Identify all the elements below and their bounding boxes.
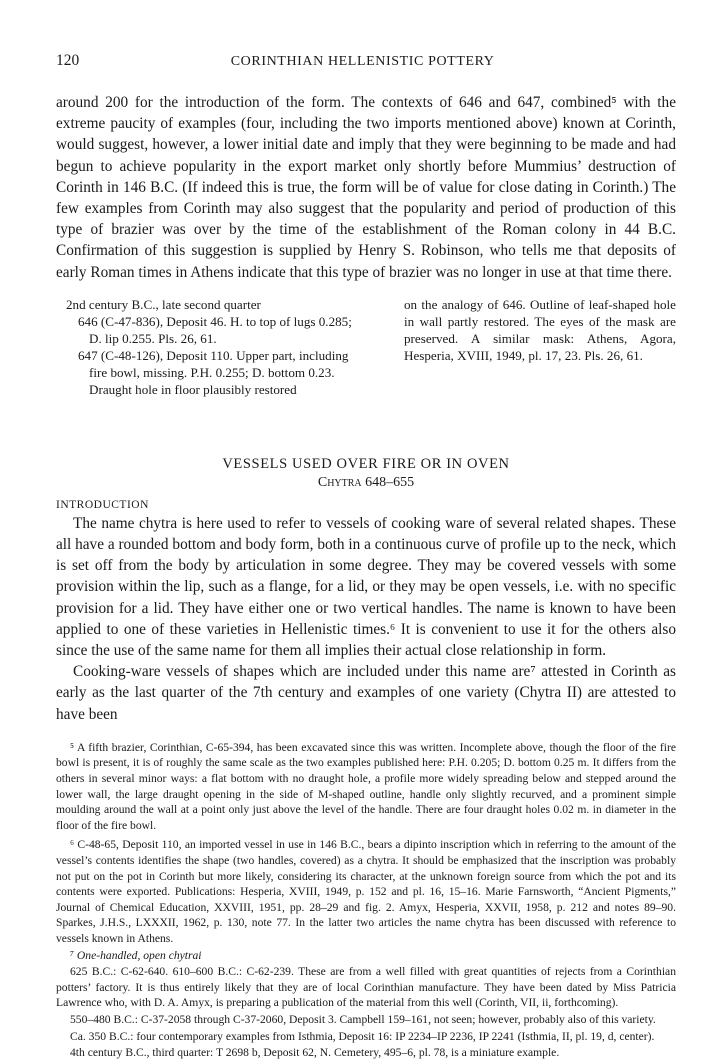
main-paragraph-1: The name chytra is here used to refer to vessels of cooking ware of several related shapes. These all have a rounded bottom and body form, both in a continuous curve of profile up to the neck, which is set off from the body by articulation in some degree. They may be covered vessels with some provision within the lip, such as a flange, for a lid, or they may be open vessels, i.e. with no specific provision for a lid. They have either one or two vertical handles. The name is known to have been applied to one of these varieties in Hellenistic times.⁶ It is convenient to use it for the others also since the use of the same name for them all implies their actual close relationship in form. — [56, 514, 676, 660]
footnotes — [56, 740, 676, 1061]
footnote-6: ⁶ C-48-65, Deposit 110, an imported vessel in use in 146 B.C., bears a dipinto inscription which in referring to the amount of the vessel’s contents identifies the shape (two handles, covered) as a chytra. It should be emphasized that the inscription was probably not put on the pot in Corinth but more likely, considering its character, at the unknown foreign source from which the pot and its contents were exported. Publications: Hesperia, XVIII, 1949, p. 152 and pl. 16, 15–16. Marie Farnsworth, “Ancient Pigments,” Journal of Chemical Education, XXVIII, 1951, pp. 28–29 and fig. 2. Amyx, Hesperia, XXVII, 1958, p. 212 and notes 89–90. Sparkes, J.H.S., LXXXII, 1962, p. 130, note 77. In the latter two articles the name chytra has been discussed with reference to vessels known in Athens. — [56, 838, 676, 945]
page-number: 120 — [56, 52, 80, 69]
catalog-entry-646: 646 (C-47-836), Deposit 46. H. to top of lugs 0.285; D. lip 0.255. Pls. 26, 61. — [78, 313, 352, 346]
footnote-7-item-625: 625 B.C.: C-62-640. 610–600 B.C.: C-62-239. These are from a well filled with great quantities of rejects from a Corinthian potters’ factory. It is thus entirely likely that they are of local Corinthian manufacture. They have been dated by Miss Patricia Lawrence who, with D. A. Amyx, is preparing a publication of the material from this well (Corinth, VII, ii, forthcoming). — [56, 965, 676, 1010]
catalog-continuation: on the analogy of 646. Outline of leaf-shaped hole in wall partly restored. The eyes of the mask are preserved. A similar mask: Athens, Agora, Hesperia, XVIII, 1949, pl. 17, 23. Pls. 26, 61. — [404, 296, 676, 363]
catalog-left-column — [56, 296, 356, 398]
catalog-entry-647: 647 (C-48-126), Deposit 110. Upper part, including fire bowl, missing. P.H. 0.255; D. bottom 0.23. Draught hole in floor plausibly restored — [78, 347, 349, 397]
introduction-label: INTRODUCTION — [56, 498, 149, 511]
section-heading: VESSELS USED OVER FIRE OR IN OVEN — [222, 455, 510, 472]
catalog-date-line: 2nd century B.C., late second quarter — [66, 296, 261, 312]
intro-paragraph: around 200 for the introduction of the form. The contexts of 646 and 647, combined⁵ with the extreme paucity of examples (four, including the two imports mentioned above) known at Corinth, would suggest, however, a lower initial date and imply that they were beginning to be made and had begun to achieve popularity in the export market only shortly before Mummius’ destruction of Corinth in 146 B.C. (If indeed this is true, the form will be of value for close dating in Corinth.) The few examples from Corinth may also suggest that the popularity and period of production of this type of brazier was over by the time of the establishment of the Roman colony in 44 B.C. Confirmation of this suggestion is supplied by Henry S. Robinson, who tells me that deposits of early Roman times in Athens indicate that this type of brazier was no longer in use at that time there. — [56, 94, 676, 281]
section-subheading: Chytra 648–655 — [317, 474, 415, 490]
book-page — [56, 52, 676, 1061]
footnote-7-item-4th-century: 4th century B.C., third quarter: T 2698 b, Deposit 62, N. Cemetery, 495–6, pl. 78, is a miniature example. — [70, 1046, 560, 1060]
footnote-7-heading: ⁷ One-handled, open chytrai — [70, 948, 202, 962]
catalog-right-column — [404, 296, 676, 398]
main-paragraph-2: Cooking-ware vessels of shapes which are included under this name are⁷ attested in Corinth as early as the last quarter of the 7th century and examples of one variety (Chytra II) are attested to have been — [56, 663, 676, 723]
running-title: CORINTHIAN HELLENISTIC POTTERY — [230, 54, 495, 69]
catalog-block — [56, 296, 676, 398]
footnote-7-item-550: 550–480 B.C.: C-37-2058 through C-37-2060, Deposit 3. Campbell 159–161, not seen; however, probably also of this variety. — [70, 1012, 656, 1026]
footnote-7-item-350: Ca. 350 B.C.: four contemporary examples from Isthmia, Deposit 16: IP 2234–IP 2236, IP 2241 (Isthmia, II, pl. 19, d, center). — [70, 1029, 655, 1043]
footnote-5: ⁵ A fifth brazier, Corinthian, C-65-394, has been excavated since this was written. Incomplete above, though the floor of the fire bowl is present, it is of roughly the same scale as the two examples published here: P.H. 0.205; D. bottom 0.25 m. It differs from the others in several minor ways: a flat bottom with no draught hole, a profile more widely spreading below and stepped around the lower wall, the large draught opening in the side of M-shaped outline, handle only slightly recurved, and a prominent simple moulding around the wall at a point only just above the level of the handle. There are four draught holes 0.02 m. in diameter in the floor of the fire bowl. — [56, 740, 676, 832]
running-header — [56, 52, 676, 74]
